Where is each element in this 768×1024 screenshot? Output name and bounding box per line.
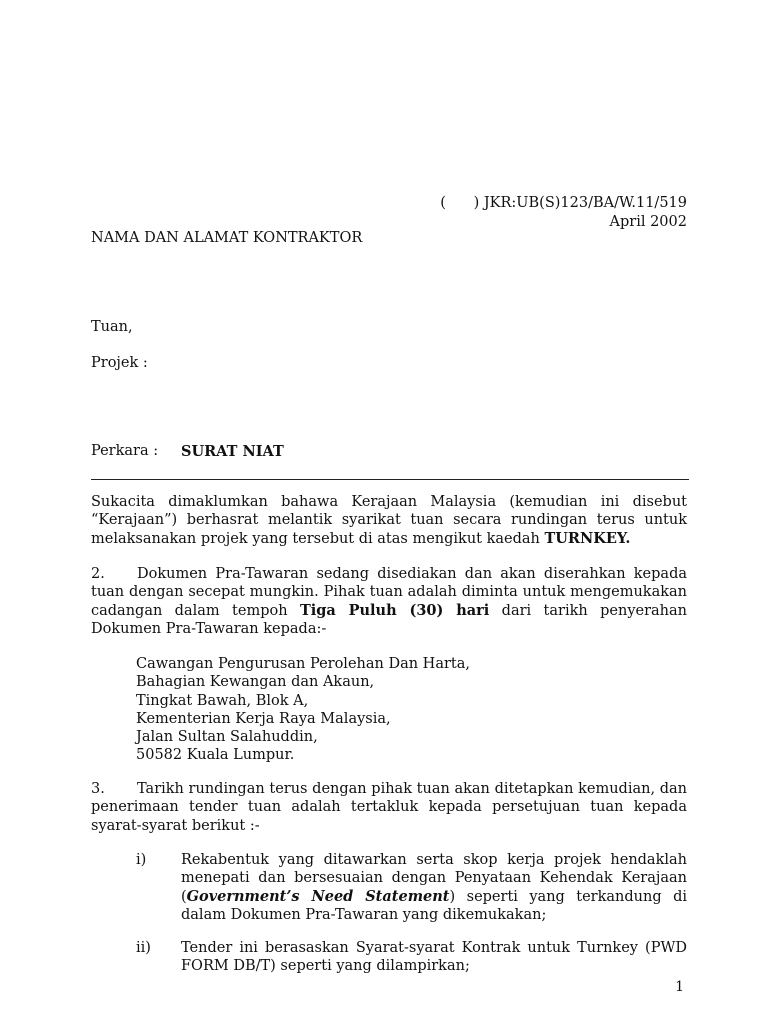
paragraph-2: [91, 565, 687, 638]
salutation: Tuan,: [91, 319, 133, 335]
paragraph-3-number: 3.: [91, 781, 105, 797]
address-line: Jalan Sultan Salahuddin,: [136, 729, 318, 746]
address-line: Cawangan Pengurusan Perolehan Dan Harta,: [136, 656, 470, 672]
addressee: NAMA DAN ALAMAT KONTRAKTOR: [91, 230, 363, 246]
condition-text-after: ) seperti yang terkandung di dalam Dokumen Pra-Tawaran yang dikemukakan;: [181, 888, 687, 923]
submission-address: [136, 655, 470, 765]
condition-number: ii): [136, 940, 151, 956]
address-line: 50582 Kuala Lumpur.: [136, 747, 295, 764]
address-line: Bahagian Kewangan dan Akaun,: [136, 674, 375, 691]
subject-line: [91, 443, 284, 460]
reference-number: ( ) JKR:UB(S)123/BA/W.11/519: [440, 195, 687, 211]
page-number: 1: [675, 979, 684, 995]
reference-block: [440, 194, 687, 232]
condition-text: Tender ini berasaskan Syarat-syarat Kontrak untuk Turnkey (PWD FORM DB/T) seperti yang dilampirkan;: [181, 940, 687, 975]
paragraph-1-emphasis: TURNKEY.: [544, 529, 631, 547]
condition-item: [136, 851, 687, 924]
paragraph-3-text: Tarikh rundingan terus dengan pihak tuan akan ditetapkan kemudian, dan penerimaan tender tuan adalah tertakluk kepada persetujuan tuan kepada syarat-syarat berikut :-: [91, 781, 687, 834]
condition-text-before: Rekabentuk yang ditawarkan serta skop kerja projek hendaklah menepati dan bersesuaian dengan Penyataan Kehendak Kerajaan (: [181, 852, 687, 905]
paragraph-1: [91, 493, 687, 548]
letter-date: April 2002: [609, 214, 687, 230]
condition-text: [181, 851, 687, 924]
paragraph-1-text: Sukacita dimaklumkan bahawa Kerajaan Malaysia (kemudian ini disebut “Kerajaan”) berhasrat melantik syarikat tuan secara rundingan terus untuk melaksanakan projek yang tersebut di atas mengikut kaedah: [91, 494, 687, 547]
paragraph-3: [91, 780, 687, 835]
paragraph-2-emphasis: Tiga Puluh (30) hari: [299, 601, 490, 619]
subject-divider: [91, 479, 689, 480]
paragraph-2-number: 2.: [91, 566, 105, 582]
project-label: Projek :: [91, 355, 148, 371]
paragraph-2-text-after: dari tarikh penyerahan Dokumen Pra-Tawaran kepada:-: [91, 602, 687, 637]
paragraph-2-text-before: Dokumen Pra-Tawaran sedang disediakan dan akan diserahkan kepada tuan dengan secepat mungkin. Pihak tuan adalah diminta untuk mengemukakan cadangan dalam tempoh: [91, 566, 687, 619]
condition-item: [136, 939, 687, 976]
subject-value: SURAT NIAT: [181, 443, 284, 460]
condition-number: i): [136, 852, 147, 868]
address-line: Tingkat Bawah, Blok A,: [136, 692, 309, 709]
subject-label: Perkara :: [91, 443, 159, 459]
address-line: Kementerian Kerja Raya Malaysia,: [136, 710, 391, 727]
condition-emphasis: Government’s Need Statement: [186, 887, 450, 905]
